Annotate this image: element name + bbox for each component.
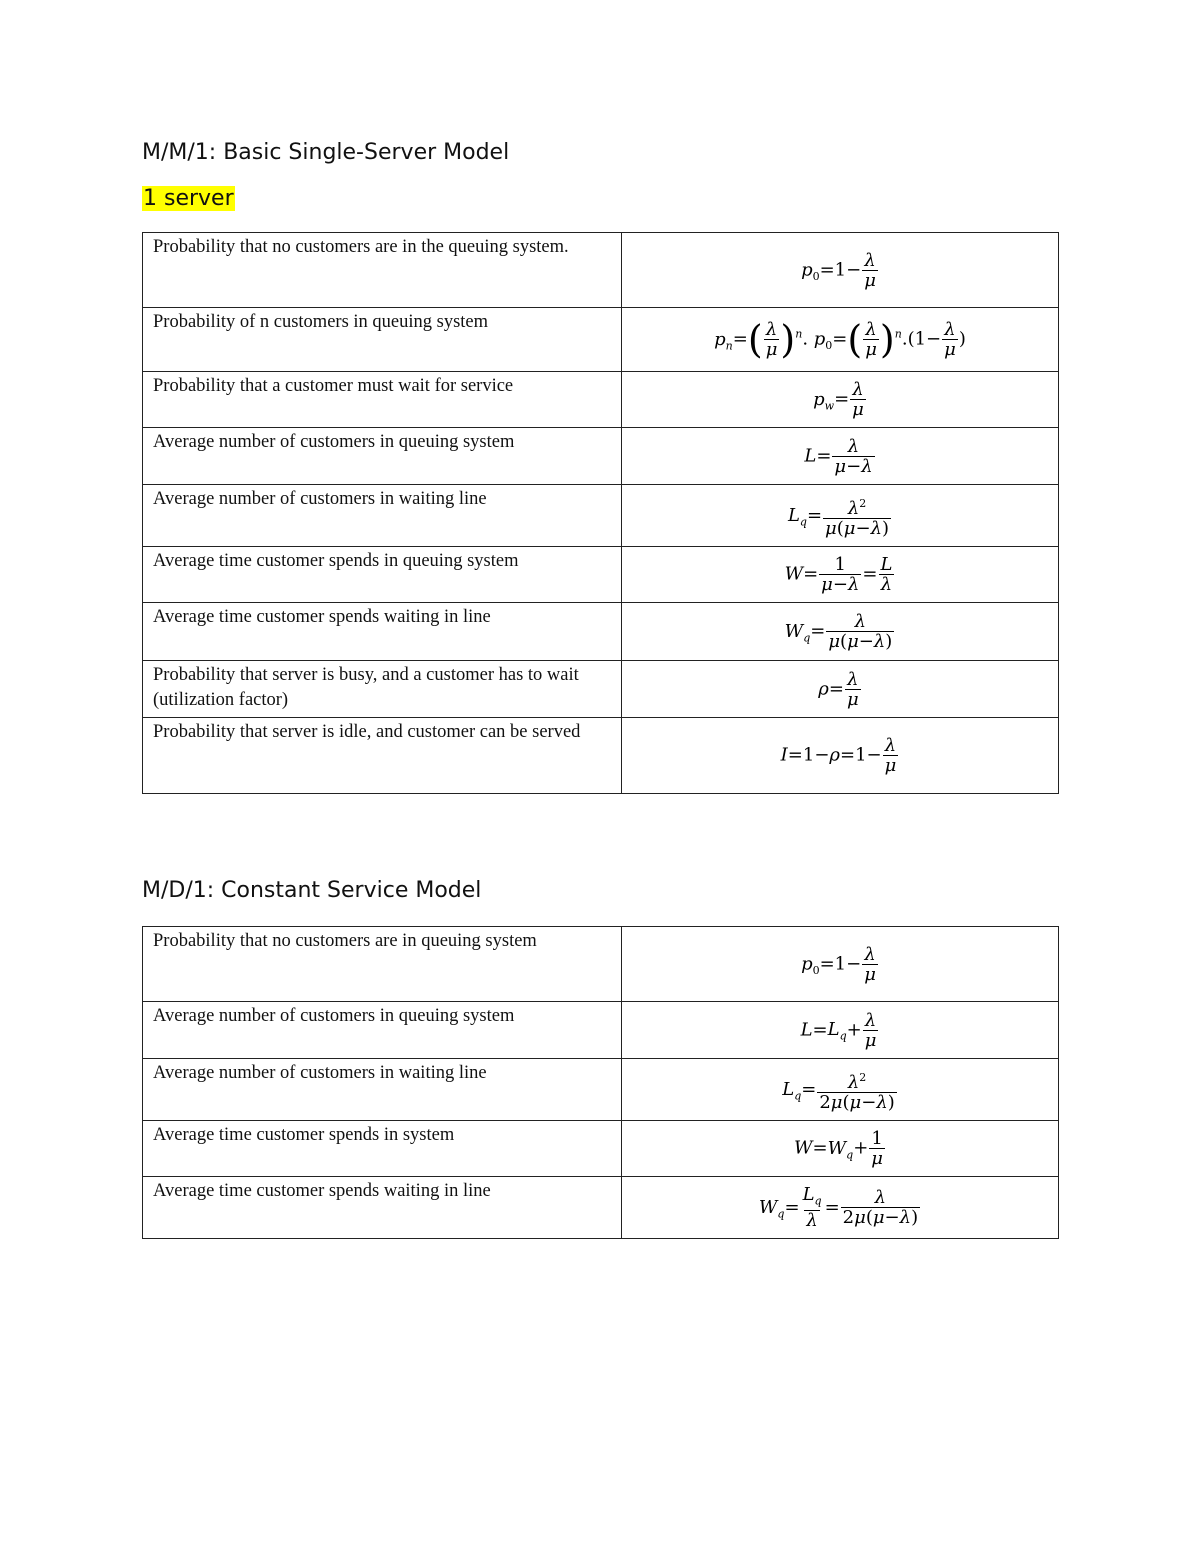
row-label: Average time customer spends in system bbox=[143, 1121, 622, 1177]
table-row bbox=[143, 547, 1059, 603]
formula-cell bbox=[622, 428, 1059, 485]
formula-cell bbox=[622, 372, 1059, 428]
table-row bbox=[143, 233, 1059, 308]
formula-cell bbox=[622, 233, 1059, 308]
formula-cell bbox=[622, 1002, 1059, 1059]
formula: $L=L_q+$ $\frac{\lambda}{\mu}$ bbox=[800, 1009, 877, 1051]
section-title-md1: M/D/1: Constant Service Model bbox=[142, 878, 482, 903]
formula: $p_0=1-$ $\frac{\lambda}{\mu}$ bbox=[801, 249, 876, 291]
row-label: Probability that a customer must wait for service bbox=[143, 372, 622, 428]
formula-cell bbox=[622, 927, 1059, 1002]
table-row bbox=[143, 603, 1059, 661]
table-row bbox=[143, 428, 1059, 485]
formula: $L_q=$ $\frac{\lambda^2}{\mu(\mu-\lambda)}$ bbox=[787, 496, 890, 539]
formula-cell bbox=[622, 718, 1059, 794]
row-label: Probability that no customers are in the queuing system. bbox=[143, 233, 622, 308]
section-title-mm1: M/M/1: Basic Single-Server Model bbox=[142, 140, 510, 165]
highlighted-note bbox=[142, 186, 235, 211]
row-label: Average number of customers in queuing system bbox=[143, 428, 622, 485]
row-label: Probability that server is busy, and a customer has to wait (utilization factor) bbox=[143, 661, 622, 718]
table-row bbox=[143, 1059, 1059, 1121]
formula-cell bbox=[622, 603, 1059, 661]
row-label: Probability of n customers in queuing system bbox=[143, 308, 622, 372]
row-label: Probability that server is idle, and customer can be served bbox=[143, 718, 622, 794]
formula-cell bbox=[622, 547, 1059, 603]
table-row bbox=[143, 927, 1059, 1002]
formula: $p_w=$ $\frac{\lambda}{\mu}$ bbox=[813, 379, 864, 420]
table-row bbox=[143, 661, 1059, 718]
formula: $W_q=$ $\frac{L_q}{\lambda}$ = $\frac{\lambda}{2\mu(\mu-\lambda)}$ bbox=[758, 1183, 919, 1232]
formula: ρ= $\frac{\lambda}{\mu}$ bbox=[818, 668, 859, 710]
row-label: Average time customer spends waiting in line bbox=[143, 603, 622, 661]
formula-cell bbox=[622, 308, 1059, 372]
formula-cell bbox=[622, 1177, 1059, 1239]
formula-cell bbox=[622, 1059, 1059, 1121]
formula: $p_0=1-$ $\frac{\lambda}{\mu}$ bbox=[801, 943, 876, 985]
formula: I=1−ρ=1− $\frac{\lambda}{\mu}$ bbox=[780, 735, 897, 776]
table-row bbox=[143, 1177, 1059, 1239]
table-row bbox=[143, 372, 1059, 428]
row-label: Average number of customers in queuing system bbox=[143, 1002, 622, 1059]
formula-cell bbox=[622, 485, 1059, 547]
md1-formula-table bbox=[142, 926, 1059, 1239]
table-row bbox=[143, 308, 1059, 372]
formula: $L_q=$ $\frac{\lambda^2}{2\mu(\mu-\lambda)}$ bbox=[782, 1070, 895, 1113]
formula: $p_n=$( $\frac{\lambda}{\mu}$ )$^n$. $p_0=$( $\frac{\lambda}{\mu}$ )$^n$.(1− $\frac{\lambda}{\mu}$ ) bbox=[714, 317, 966, 362]
table-row bbox=[143, 1121, 1059, 1177]
row-label: Average number of customers in waiting line bbox=[143, 485, 622, 547]
formula: W= $\frac{1}{\mu-\lambda}$ = $\frac{L}{\lambda}$ bbox=[784, 554, 893, 595]
row-label: Average time customer spends in queuing system bbox=[143, 547, 622, 603]
table-row bbox=[143, 718, 1059, 794]
formula-cell bbox=[622, 1121, 1059, 1177]
highlight-text: 1 server bbox=[143, 186, 234, 211]
mm1-formula-table bbox=[142, 232, 1059, 794]
formula: L= $\frac{\lambda}{\mu-\lambda}$ bbox=[804, 435, 873, 477]
row-label: Average number of customers in waiting line bbox=[143, 1059, 622, 1121]
row-label: Probability that no customers are in queuing system bbox=[143, 927, 622, 1002]
formula: $W=W_q+$ $\frac{1}{\mu}$ bbox=[794, 1128, 883, 1169]
row-label: Average time customer spends waiting in line bbox=[143, 1177, 622, 1239]
formula-cell bbox=[622, 661, 1059, 718]
table-row bbox=[143, 1002, 1059, 1059]
formula: $W_q=$ $\frac{\lambda}{\mu(\mu-\lambda)}$ bbox=[784, 611, 893, 652]
table-row bbox=[143, 485, 1059, 547]
